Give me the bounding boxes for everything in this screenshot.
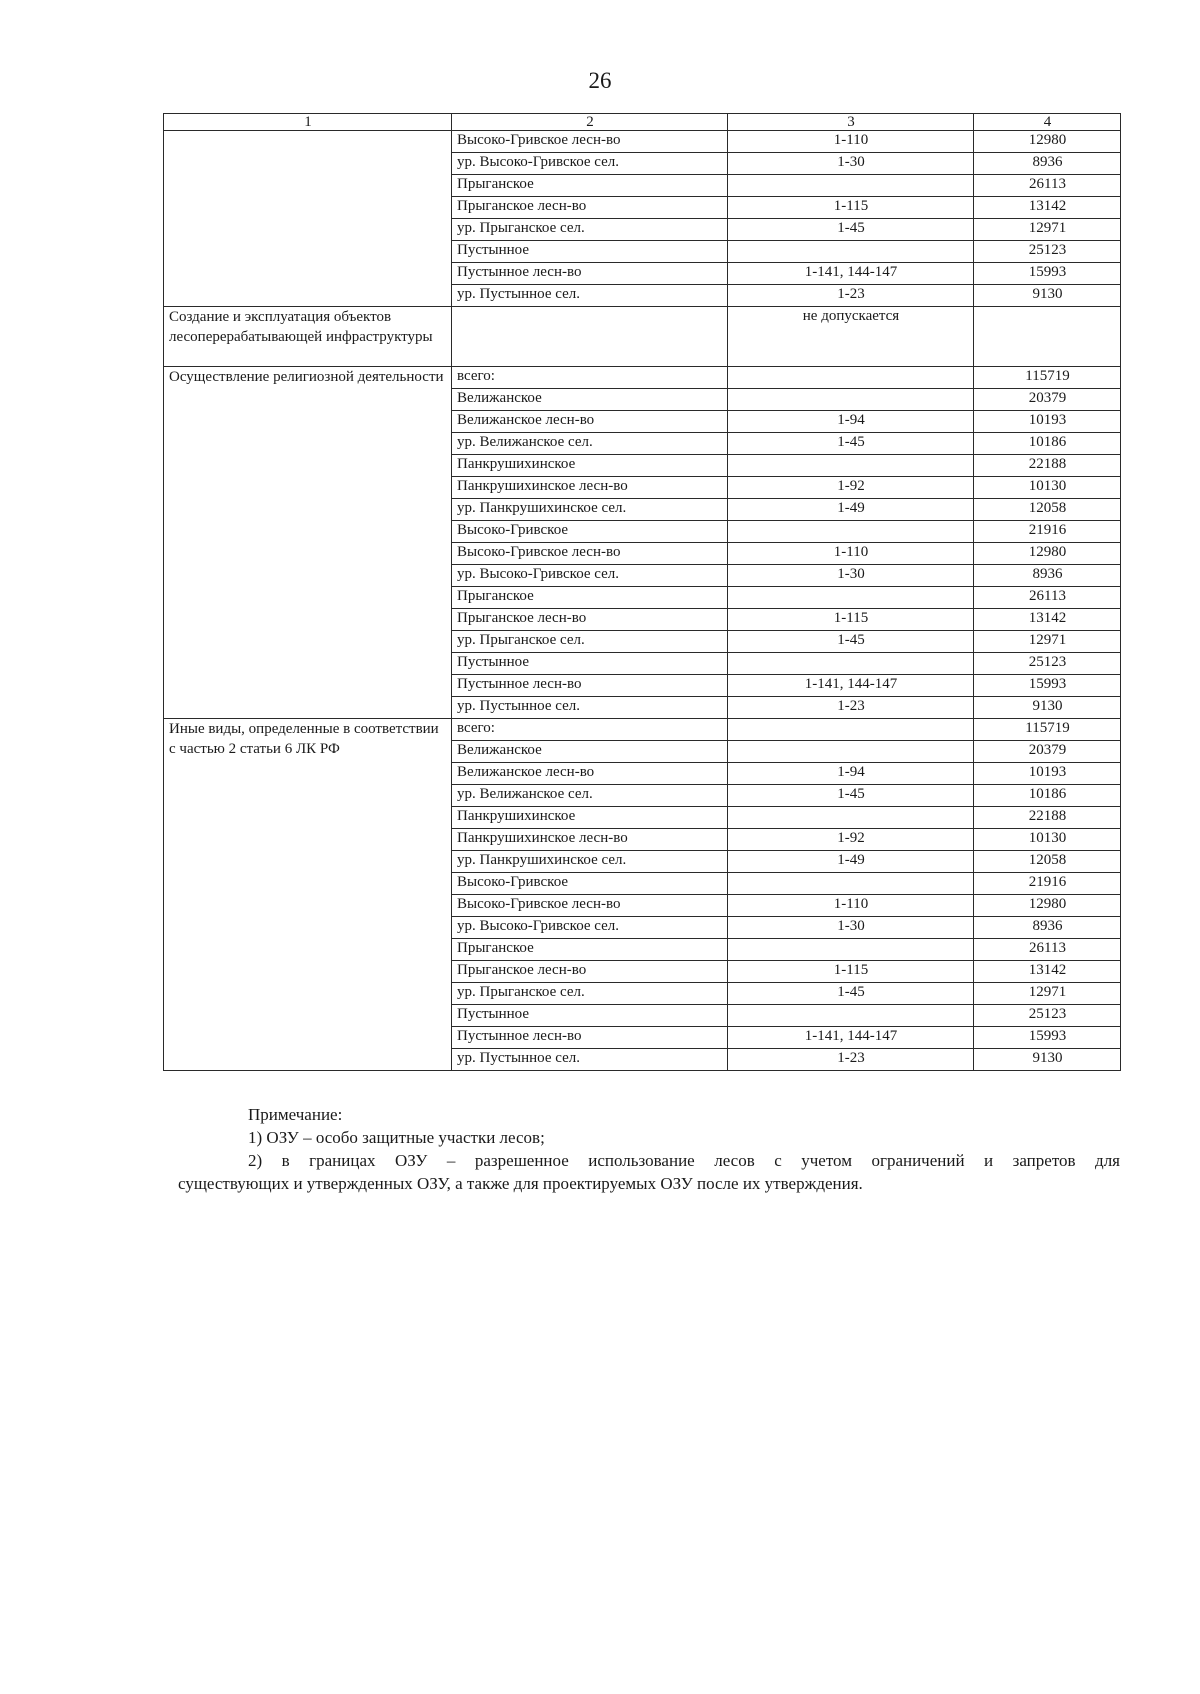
area-cell: 115719 (974, 719, 1121, 741)
column-header: 1 (164, 114, 452, 131)
name-cell: Велижанское лесн-во (452, 411, 728, 433)
name-cell: Высоко-Гривское (452, 521, 728, 543)
blocks-cell: 1-49 (728, 499, 974, 521)
area-cell: 25123 (974, 1005, 1121, 1027)
blocks-cell: 1-92 (728, 829, 974, 851)
page-number: 26 (588, 68, 612, 93)
area-cell: 20379 (974, 389, 1121, 411)
area-cell: 12971 (974, 631, 1121, 653)
name-cell: Панкрушихинское (452, 807, 728, 829)
blocks-cell: 1-45 (728, 983, 974, 1005)
area-cell: 10130 (974, 477, 1121, 499)
area-cell: 21916 (974, 521, 1121, 543)
note-item-2: 2) в границах ОЗУ – разрешенное использование лесов с учетом ограничений и запретов для (248, 1151, 1120, 1170)
name-cell: Пустынное (452, 241, 728, 263)
area-cell: 9130 (974, 697, 1121, 719)
blocks-cell: 1-141, 144-147 (728, 675, 974, 697)
name-cell: Пустынное лесн-во (452, 675, 728, 697)
area-cell: 115719 (974, 367, 1121, 389)
area-cell: 20379 (974, 741, 1121, 763)
blocks-cell (728, 367, 974, 389)
section-label-cell: Осуществление религиозной деятельности (164, 367, 452, 719)
area-cell: 22188 (974, 807, 1121, 829)
blocks-cell: 1-94 (728, 763, 974, 785)
name-cell: Высоко-Гривское лесн-во (452, 895, 728, 917)
blocks-cell: 1-141, 144-147 (728, 1027, 974, 1049)
note-title: Примечание: (248, 1105, 343, 1124)
name-cell: Высоко-Гривское (452, 873, 728, 895)
note-item-2-continuation: существующих и утвержденных ОЗУ, а также для проектируемых ОЗУ после их утверждения. (178, 1174, 863, 1193)
blocks-cell: 1-115 (728, 609, 974, 631)
name-cell: ур. Прыганское сел. (452, 219, 728, 241)
blocks-cell (728, 455, 974, 477)
blocks-cell: 1-23 (728, 697, 974, 719)
blocks-cell (728, 521, 974, 543)
blocks-cell: 1-115 (728, 197, 974, 219)
name-cell: Прыганское (452, 939, 728, 961)
name-cell: Велижанское (452, 741, 728, 763)
area-cell: 13142 (974, 197, 1121, 219)
area-cell: 12058 (974, 499, 1121, 521)
area-cell: 10193 (974, 411, 1121, 433)
name-cell: ур. Высоко-Гривское сел. (452, 917, 728, 939)
table-row (164, 719, 1121, 741)
area-cell: 8936 (974, 565, 1121, 587)
area-cell: 13142 (974, 609, 1121, 631)
area-cell: 10186 (974, 433, 1121, 455)
blocks-cell: 1-110 (728, 543, 974, 565)
area-cell: 12980 (974, 895, 1121, 917)
blocks-cell (728, 175, 974, 197)
column-header: 4 (974, 114, 1121, 131)
name-cell: ур. Высоко-Гривское сел. (452, 565, 728, 587)
blocks-cell: 1-141, 144-147 (728, 263, 974, 285)
area-cell: 12980 (974, 543, 1121, 565)
blocks-cell (728, 389, 974, 411)
area-cell: 26113 (974, 939, 1121, 961)
land-use-table (163, 113, 1121, 1071)
blocks-cell: 1-30 (728, 565, 974, 587)
name-cell: Панкрушихинское (452, 455, 728, 477)
blocks-cell: 1-110 (728, 895, 974, 917)
name-cell: ур. Высоко-Гривское сел. (452, 153, 728, 175)
name-cell: всего: (452, 719, 728, 741)
name-cell: Велижанское лесн-во (452, 763, 728, 785)
area-cell (974, 307, 1121, 367)
area-cell: 10186 (974, 785, 1121, 807)
name-cell: Панкрушихинское лесн-во (452, 829, 728, 851)
note-item-1: 1) ОЗУ – особо защитные участки лесов; (248, 1128, 545, 1147)
area-cell: 8936 (974, 153, 1121, 175)
area-cell: 9130 (974, 1049, 1121, 1071)
blocks-cell: 1-115 (728, 961, 974, 983)
area-cell: 9130 (974, 285, 1121, 307)
area-cell: 15993 (974, 1027, 1121, 1049)
table-row (164, 131, 1121, 153)
area-cell: 26113 (974, 175, 1121, 197)
name-cell: ур. Прыганское сел. (452, 983, 728, 1005)
blocks-cell: 1-45 (728, 219, 974, 241)
column-header: 2 (452, 114, 728, 131)
area-cell: 12058 (974, 851, 1121, 873)
blocks-cell (728, 653, 974, 675)
area-cell: 26113 (974, 587, 1121, 609)
blocks-cell: 1-45 (728, 433, 974, 455)
name-cell: ур. Велижанское сел. (452, 785, 728, 807)
blocks-cell (728, 873, 974, 895)
name-cell: Прыганское лесн-во (452, 197, 728, 219)
blocks-cell (728, 807, 974, 829)
name-cell: Прыганское лесн-во (452, 609, 728, 631)
name-cell: Пустынное (452, 653, 728, 675)
name-cell: Пустынное лесн-во (452, 1027, 728, 1049)
blocks-cell: 1-45 (728, 785, 974, 807)
blocks-cell (728, 741, 974, 763)
blocks-cell: 1-49 (728, 851, 974, 873)
table-row (164, 367, 1121, 389)
section-label-cell: Создание и эксплуатация объектов лесоперерабатывающей инфраструктуры (164, 307, 452, 367)
blocks-cell (728, 241, 974, 263)
name-cell: ур. Пустынное сел. (452, 285, 728, 307)
blocks-cell: 1-45 (728, 631, 974, 653)
blocks-cell: 1-92 (728, 477, 974, 499)
name-cell: Высоко-Гривское лесн-во (452, 131, 728, 153)
name-cell: ур. Пустынное сел. (452, 1049, 728, 1071)
name-cell: Прыганское (452, 587, 728, 609)
name-cell: Прыганское (452, 175, 728, 197)
section-label-cell (164, 131, 452, 307)
area-cell: 21916 (974, 873, 1121, 895)
table-body (164, 114, 1121, 1071)
name-cell: Велижанское (452, 389, 728, 411)
column-header: 3 (728, 114, 974, 131)
name-cell: ур. Прыганское сел. (452, 631, 728, 653)
name-cell: ур. Панкрушихинское сел. (452, 851, 728, 873)
name-cell: Пустынное (452, 1005, 728, 1027)
section-label-cell: Иные виды, определенные в соответствии с частью 2 статьи 6 ЛК РФ (164, 719, 452, 1071)
area-cell: 12971 (974, 219, 1121, 241)
area-cell: 25123 (974, 241, 1121, 263)
area-cell: 8936 (974, 917, 1121, 939)
blocks-cell: 1-94 (728, 411, 974, 433)
name-cell: Прыганское лесн-во (452, 961, 728, 983)
blocks-cell: 1-110 (728, 131, 974, 153)
blocks-cell: 1-23 (728, 285, 974, 307)
name-cell: Высоко-Гривское лесн-во (452, 543, 728, 565)
blocks-cell: не допускается (728, 307, 974, 367)
area-cell: 15993 (974, 263, 1121, 285)
note-section (178, 1103, 1120, 1195)
table-row (164, 307, 1121, 367)
name-cell: ур. Пустынное сел. (452, 697, 728, 719)
area-cell: 10193 (974, 763, 1121, 785)
name-cell: Панкрушихинское лесн-во (452, 477, 728, 499)
area-cell: 12971 (974, 983, 1121, 1005)
blocks-cell (728, 939, 974, 961)
area-cell: 15993 (974, 675, 1121, 697)
name-cell (452, 307, 728, 367)
blocks-cell (728, 587, 974, 609)
name-cell: всего: (452, 367, 728, 389)
name-cell: Пустынное лесн-во (452, 263, 728, 285)
blocks-cell: 1-23 (728, 1049, 974, 1071)
blocks-cell (728, 1005, 974, 1027)
blocks-cell (728, 719, 974, 741)
blocks-cell: 1-30 (728, 917, 974, 939)
area-cell: 25123 (974, 653, 1121, 675)
name-cell: ур. Велижанское сел. (452, 433, 728, 455)
table-header-row (164, 114, 1121, 131)
area-cell: 12980 (974, 131, 1121, 153)
area-cell: 10130 (974, 829, 1121, 851)
area-cell: 13142 (974, 961, 1121, 983)
blocks-cell: 1-30 (728, 153, 974, 175)
area-cell: 22188 (974, 455, 1121, 477)
name-cell: ур. Панкрушихинское сел. (452, 499, 728, 521)
